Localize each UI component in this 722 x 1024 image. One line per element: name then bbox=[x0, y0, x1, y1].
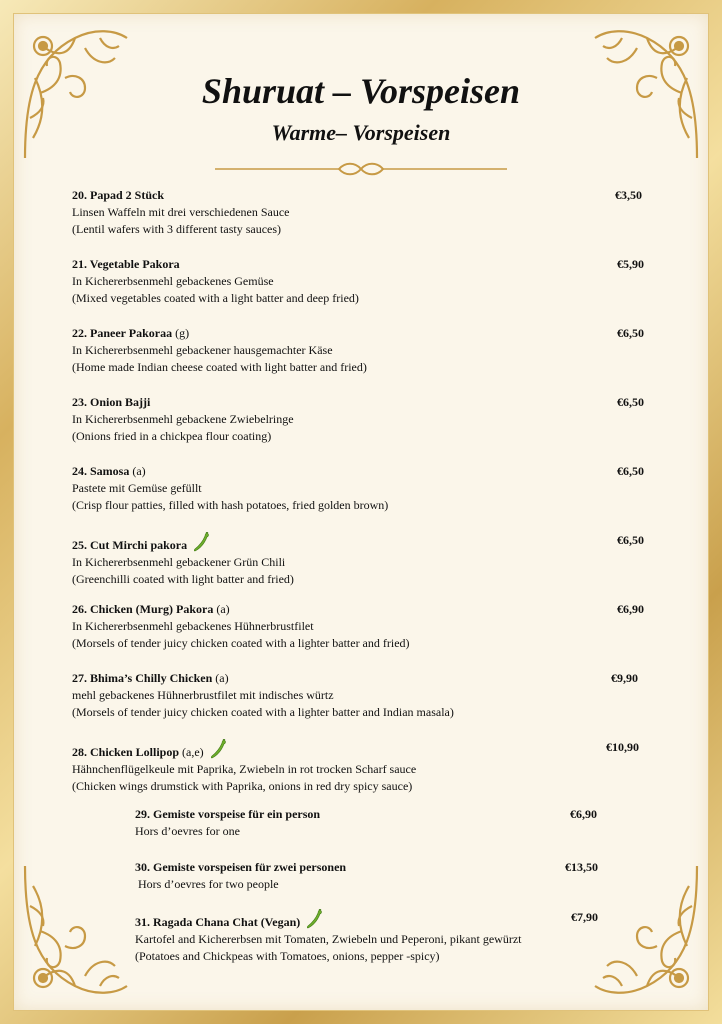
menu-item-price: €3,50 bbox=[615, 188, 642, 202]
menu-item-description-de: In Kichererbsenmehl gebackene Zwiebelringe bbox=[72, 412, 294, 426]
menu-item-price: €9,90 bbox=[611, 671, 638, 685]
menu-item-price: €13,50 bbox=[565, 860, 598, 874]
menu-item-heading bbox=[72, 187, 655, 204]
menu-item bbox=[135, 909, 611, 965]
menu-item-price: €5,90 bbox=[617, 257, 644, 271]
menu-item-heading bbox=[72, 394, 657, 411]
ornamental-divider-icon bbox=[215, 160, 507, 178]
green-chili-icon bbox=[193, 532, 211, 552]
menu-item-description-de: Kartofel and Kichererbsen mit Tomaten, Zwiebeln und Peperoni, pikant gewürzt bbox=[135, 932, 522, 946]
menu-item-name: 25. Cut Mirchi pakora bbox=[72, 538, 188, 552]
menu-item bbox=[72, 739, 646, 795]
menu-item-name: 29. Gemiste vorspeise für ein person bbox=[135, 807, 321, 821]
menu-item-price: €6,50 bbox=[617, 464, 644, 478]
menu-item-heading bbox=[72, 739, 646, 761]
menu-item bbox=[72, 187, 655, 238]
menu-item-name: 31. Ragada Chana Chat (Vegan) bbox=[135, 915, 301, 929]
menu-item bbox=[72, 601, 657, 652]
section-subtitle: Warme– Vorspeisen bbox=[271, 120, 451, 145]
menu-item-allergen: (a) bbox=[212, 671, 229, 685]
menu-item-allergen: (a) bbox=[213, 602, 230, 616]
menu-item-heading bbox=[72, 670, 651, 687]
menu-item bbox=[72, 670, 651, 721]
menu-item-description-en: (Greenchilli coated with light batter and fried) bbox=[72, 572, 294, 586]
menu-item-price: €6,50 bbox=[617, 395, 644, 409]
menu-item-price: €7,90 bbox=[571, 910, 598, 924]
menu-item-description-de: In Kichererbsenmehl gebackenes Gemüse bbox=[72, 274, 274, 288]
menu-item-name: 23. Onion Bajji bbox=[72, 395, 151, 409]
menu-item-name: 21. Vegetable Pakora bbox=[72, 257, 180, 271]
menu-item-heading bbox=[72, 601, 657, 618]
menu-item-description-en: (Morsels of tender juicy chicken coated with a lighter batter and fried) bbox=[72, 636, 410, 650]
menu-item-description-en: (Home made Indian cheese coated with light batter and fried) bbox=[72, 360, 367, 374]
menu-item-heading bbox=[72, 325, 657, 342]
menu-item-name: 20. Papad 2 Stück bbox=[72, 188, 165, 202]
menu-item-heading bbox=[135, 909, 611, 931]
ornament-corner-icon bbox=[15, 856, 135, 1006]
menu-item-price: €6,90 bbox=[570, 807, 597, 821]
menu-item-description-de: mehl gebackenes Hühnerbrustfilet mit indisches würtz bbox=[72, 688, 334, 702]
menu-item-description-en: (Potatoes and Chickpeas with Tomatoes, onions, pepper -spicy) bbox=[135, 949, 440, 963]
menu-item-price: €6,50 bbox=[617, 533, 644, 547]
menu-item-description-en: (Lentil wafers with 3 different tasty sauces) bbox=[72, 222, 282, 236]
page-title: Shuruat – Vorspeisen bbox=[201, 71, 521, 111]
menu-item-description-de: In Kichererbsenmehl gebackener hausgemachter Käse bbox=[72, 343, 333, 357]
menu-item-heading bbox=[72, 463, 657, 480]
menu-item-allergen: (g) bbox=[172, 326, 190, 340]
menu-item-heading bbox=[72, 532, 657, 554]
menu-item-heading bbox=[135, 806, 610, 823]
menu-item-name: 28. Chicken Lollipop bbox=[72, 745, 180, 759]
menu-item-description-en: (Onions fried in a chickpea flour coating) bbox=[72, 429, 272, 443]
menu-item-description-de: Pastete mit Gemüse gefüllt bbox=[72, 481, 202, 495]
menu-item-description-en: (Crisp flour patties, filled with hash potatoes, fried golden brown) bbox=[72, 498, 389, 512]
green-chili-icon bbox=[210, 739, 228, 759]
menu-item-heading bbox=[135, 859, 605, 876]
menu-item-description-de: Hors d’oevres for two people bbox=[135, 877, 279, 891]
menu-item-description-de: In Kichererbsenmehl gebackener Grün Chili bbox=[72, 555, 286, 569]
menu-item-description-en: (Morsels of tender juicy chicken coated with a lighter batter and Indian masala) bbox=[72, 705, 454, 719]
menu-item-description-de: Hähnchenflügelkeule mit Paprika, Zwiebeln in rot trocken Scharf sauce bbox=[72, 762, 417, 776]
menu-item-price: €10,90 bbox=[606, 740, 639, 754]
menu-item bbox=[72, 394, 657, 445]
menu-item-price: €6,50 bbox=[617, 326, 644, 340]
menu-item-description-en: (Chicken wings drumstick with Paprika, onions in red dry spicy sauce) bbox=[72, 779, 413, 793]
menu-item-heading bbox=[72, 256, 657, 273]
menu-item bbox=[72, 325, 657, 376]
menu-item-description-de: Hors d’oevres for one bbox=[135, 824, 240, 838]
menu-item bbox=[72, 256, 657, 307]
menu-item-description-de: In Kichererbsenmehl gebackenes Hühnerbrustfilet bbox=[72, 619, 314, 633]
menu-item-name: 30. Gemiste vorspeisen für zwei personen bbox=[135, 860, 347, 874]
menu-item-name: 22. Paneer Pakoraa bbox=[72, 326, 173, 340]
menu-item bbox=[72, 463, 657, 514]
menu-item bbox=[135, 806, 610, 840]
menu-item-allergen: (a,e) bbox=[179, 745, 204, 759]
menu-item-name: 27. Bhima’s Chilly Chicken bbox=[72, 671, 213, 685]
menu-item-description-de: Linsen Waffeln mit drei verschiedenen Sauce bbox=[72, 205, 290, 219]
menu-item bbox=[135, 859, 605, 893]
menu-item-allergen: (a) bbox=[129, 464, 146, 478]
menu-item-price: €6,90 bbox=[617, 602, 644, 616]
menu-item-name: 24. Samosa bbox=[72, 464, 130, 478]
menu-item bbox=[72, 532, 657, 588]
green-chili-icon bbox=[306, 909, 324, 929]
menu-item-name: 26. Chicken (Murg) Pakora bbox=[72, 602, 214, 616]
menu-item-description-en: (Mixed vegetables coated with a light batter and deep fried) bbox=[72, 291, 359, 305]
